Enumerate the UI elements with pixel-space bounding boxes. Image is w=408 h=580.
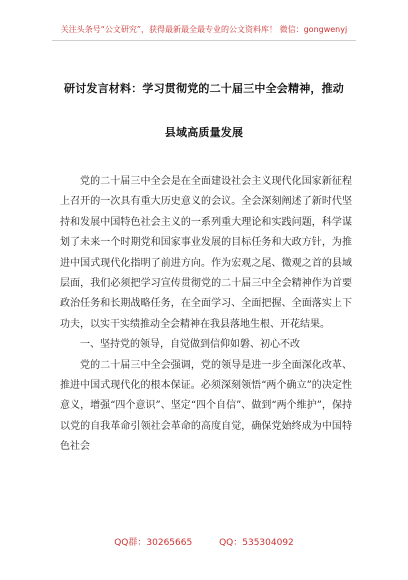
document-title-line-2: 县域高质量发展 <box>164 126 244 139</box>
footer-qq: QQ：535304092 <box>219 538 294 548</box>
header-divider <box>52 40 356 41</box>
footer-qq-group: QQ群：30265665 <box>114 538 193 548</box>
document-body <box>60 172 352 458</box>
intro-paragraph: 党的二十届三中全会是在全面建设社会主义现代化国家新征程上召开的一次具有重大历史意义的会议。全会深刻阐述了新时代坚持和发展中国特色社会主义的一系列重大理论和实践问题，科学谋划了未来一个时期党和国家事业发展的目标任务和大政方针，为推进中国式现代化指明了前进方向。作为宏观之尾、微观之首的县域层面，我们必须把学习宣传贯彻党的二十届三中全会精神作为首要政治任务和长期战略任务，在全面学习、全面把握、全面落实上下功夫，以实干实绩推动全会精神在我县落地生根、开花结果。 <box>60 176 352 330</box>
footer-contacts <box>0 535 408 548</box>
section-heading-1: 一、坚持党的领导，自觉做到信仰如磐、初心不改 <box>80 339 300 351</box>
header-banner: 关注头条号“公文研究”，获得最新最全最专业的公文资料库！ 微信：gongwenyj <box>60 25 348 34</box>
document-title-line-1: 研讨发言材料：学习贯彻党的二十届三中全会精神，推动 <box>64 82 344 95</box>
section-1-paragraph: 党的二十届三中全会强调，党的领导是进一步全面深化改革、推进中国式现代化的根本保证。必须深刻领悟“两个确立”的决定性意义，增强“四个意识”、坚定“四个自信”、做到“两个维护”，保持以党的自我革命引领社会革命的高度自觉，确保党始终成为中国特色社会 <box>60 359 352 453</box>
